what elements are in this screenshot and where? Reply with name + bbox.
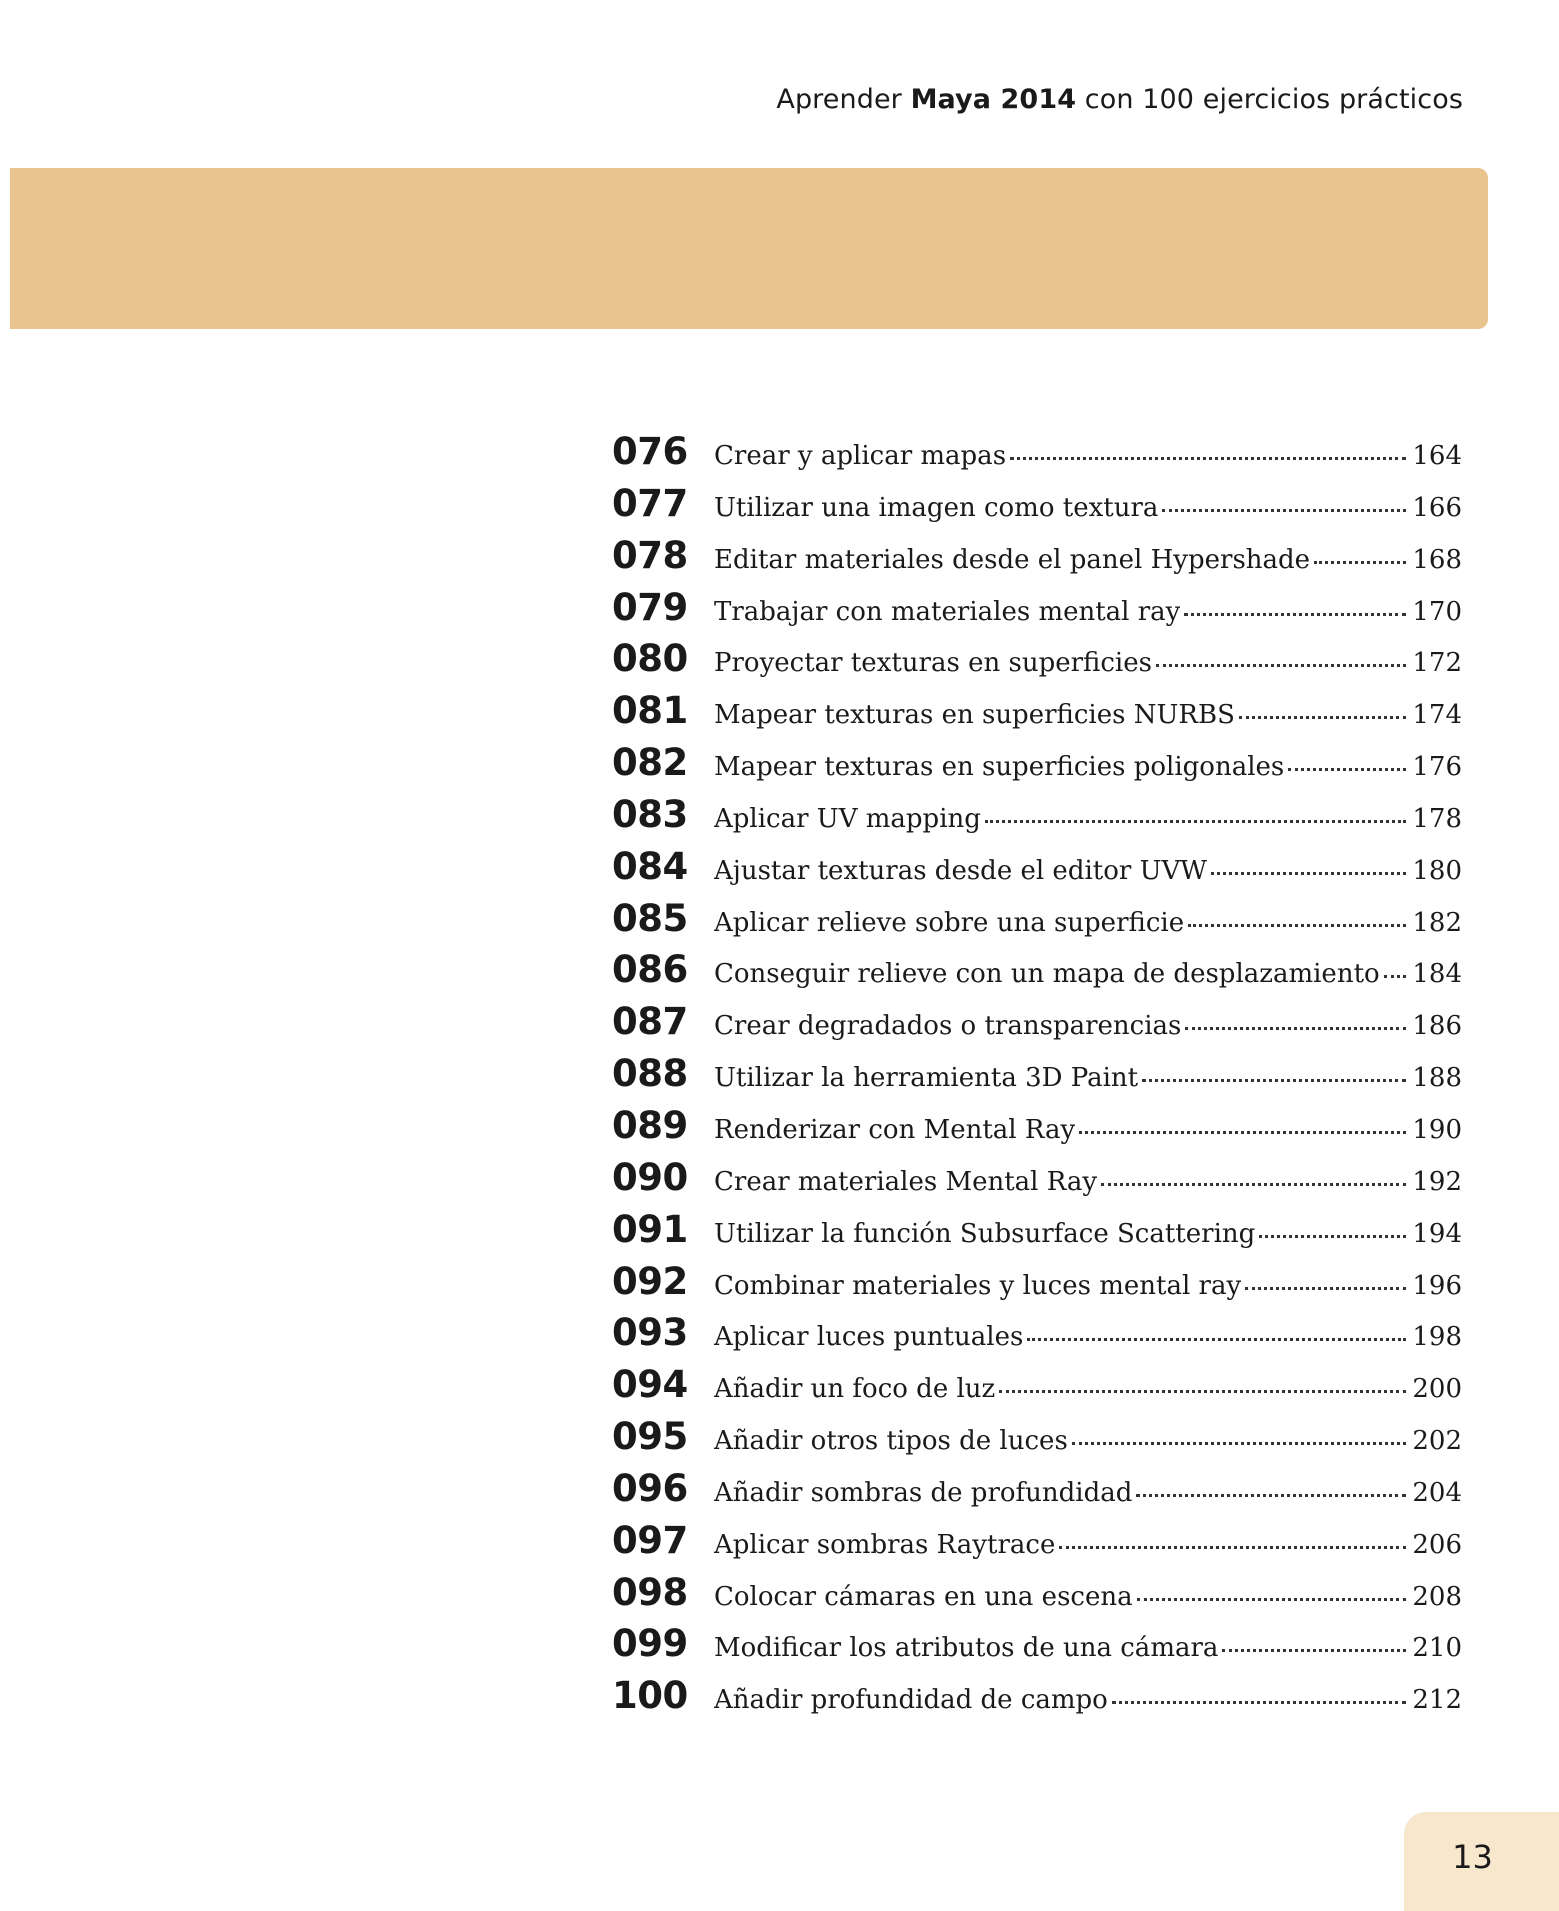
toc-entry-page: 184 — [1412, 959, 1462, 990]
toc-entry-number: 094 — [612, 1363, 688, 1407]
toc-dot-leader — [1059, 1546, 1406, 1549]
toc-dot-leader — [1101, 1183, 1406, 1186]
toc-entry-title: Proyectar texturas en superficies — [714, 648, 1152, 679]
toc-entry-page: 174 — [1412, 700, 1462, 731]
toc-entry — [612, 1260, 1462, 1312]
toc-dot-leader — [1072, 1442, 1407, 1445]
toc-entry-title: Mapear texturas en superficies poligonales — [714, 752, 1285, 783]
toc-entry-page: 204 — [1412, 1477, 1462, 1508]
toc-entry-title: Conseguir relieve con un mapa de desplazamiento — [714, 959, 1380, 990]
toc-dot-leader — [1222, 1649, 1406, 1652]
toc-entry-page: 206 — [1412, 1529, 1462, 1560]
toc-entry — [612, 1052, 1462, 1104]
toc-entry-page: 178 — [1412, 803, 1462, 834]
toc-dot-leader — [1142, 1079, 1406, 1082]
page-number-tab — [1404, 1812, 1559, 1911]
toc-entry — [612, 430, 1462, 482]
toc-entry — [612, 1000, 1462, 1052]
toc-entry-number: 076 — [612, 430, 688, 473]
toc-entry — [612, 793, 1462, 845]
toc-entry — [612, 689, 1462, 741]
toc-entry-page: 194 — [1412, 1218, 1462, 1249]
toc-entry-number: 078 — [612, 533, 688, 577]
toc-dot-leader — [1184, 613, 1406, 616]
toc-dot-leader — [985, 820, 1406, 823]
toc-entry — [612, 1467, 1462, 1519]
toc-entry-number: 100 — [612, 1674, 688, 1718]
toc-entry-title: Ajustar texturas desde el editor UVW — [714, 855, 1207, 886]
toc-entry-title: Editar materiales desde el panel Hypershade — [714, 544, 1311, 575]
toc-entry-title: Aplicar relieve sobre una superficie — [714, 907, 1185, 938]
toc-entry-number: 086 — [612, 948, 688, 992]
toc-entry — [612, 1208, 1462, 1260]
toc-entry — [612, 1415, 1462, 1467]
toc-entry-title: Combinar materiales y luces mental ray — [714, 1270, 1242, 1301]
toc-entry-page: 172 — [1412, 648, 1462, 679]
toc-entry-page: 180 — [1412, 855, 1462, 886]
toc-entry-page: 196 — [1412, 1270, 1462, 1301]
toc-entry-number: 080 — [612, 637, 688, 681]
toc-dot-leader — [1162, 509, 1406, 512]
toc-dot-leader — [1112, 1701, 1407, 1704]
toc-entry — [612, 1519, 1462, 1571]
toc-entry-page: 200 — [1412, 1374, 1462, 1405]
toc-entry — [612, 741, 1462, 793]
toc-entry — [612, 1363, 1462, 1415]
header-book-title: Maya 2014 — [910, 84, 1077, 115]
toc-entry-number: 099 — [612, 1622, 688, 1666]
toc-entry-title: Crear degradados o transparencias — [714, 1011, 1182, 1042]
toc-entry-title: Crear materiales Mental Ray — [714, 1166, 1098, 1197]
toc-entry-page: 176 — [1412, 752, 1462, 783]
toc-entry-number: 087 — [612, 1000, 688, 1044]
toc-entry — [612, 1311, 1462, 1363]
toc-entry — [612, 1571, 1462, 1623]
toc-entry-title: Mapear texturas en superficies NURBS — [714, 700, 1235, 731]
toc-entry-number: 085 — [612, 896, 688, 940]
toc-entry-number: 088 — [612, 1052, 688, 1096]
toc-dot-leader — [1136, 1494, 1406, 1497]
toc-entry — [612, 1674, 1462, 1726]
toc-dot-leader — [1384, 975, 1407, 978]
toc-entry — [612, 1104, 1462, 1156]
toc-entry-number: 092 — [612, 1259, 688, 1303]
toc-entry-number: 079 — [612, 585, 688, 629]
toc-dot-leader — [1137, 1598, 1407, 1601]
toc-entry-number: 093 — [612, 1311, 688, 1355]
toc-entry-title: Renderizar con Mental Ray — [714, 1114, 1076, 1145]
toc-entry — [612, 1622, 1462, 1674]
toc-entry — [612, 534, 1462, 586]
toc-entry-number: 084 — [612, 844, 688, 888]
toc-dot-leader — [1239, 716, 1406, 719]
toc-entry — [612, 897, 1462, 949]
toc-dot-leader — [1010, 457, 1406, 460]
toc-entry-title: Añadir sombras de profundidad — [714, 1477, 1133, 1508]
toc-entry-page: 182 — [1412, 907, 1462, 938]
toc-entry-number: 095 — [612, 1415, 688, 1459]
toc-entry — [612, 1156, 1462, 1208]
toc-entry-title: Utilizar la herramienta 3D Paint — [714, 1063, 1139, 1094]
toc-dot-leader — [1079, 1131, 1406, 1134]
header-suffix: con 100 ejercicios prácticos — [1076, 84, 1463, 115]
toc-entry-page: 212 — [1412, 1685, 1462, 1716]
toc-entry-number: 097 — [612, 1518, 688, 1562]
toc-entry-number: 091 — [612, 1207, 688, 1251]
toc-entry — [612, 586, 1462, 638]
toc-entry-page: 166 — [1412, 492, 1462, 523]
header-prefix: Aprender — [776, 84, 911, 115]
toc-entry-title: Crear y aplicar mapas — [714, 441, 1007, 471]
toc-entry-title: Aplicar luces puntuales — [714, 1322, 1024, 1353]
toc-entry-title: Utilizar la función Subsurface Scattering — [714, 1218, 1256, 1249]
toc-dot-leader — [1288, 768, 1406, 771]
toc-entry-page: 170 — [1412, 596, 1462, 627]
toc-entry — [612, 482, 1462, 534]
toc-dot-leader — [1188, 924, 1406, 927]
toc-entry-page: 188 — [1412, 1063, 1462, 1094]
toc-entry-title: Trabajar con materiales mental ray — [714, 596, 1181, 627]
toc-dot-leader — [999, 1390, 1406, 1393]
toc-entry-number: 082 — [612, 741, 688, 785]
toc-dot-leader — [1211, 872, 1406, 875]
toc-entry-page: 202 — [1412, 1426, 1462, 1457]
toc-entry-title: Añadir otros tipos de luces — [714, 1426, 1068, 1457]
toc-entry-page: 208 — [1412, 1581, 1462, 1612]
toc-entry-title: Añadir un foco de luz — [714, 1374, 996, 1405]
toc-dot-leader — [1314, 561, 1406, 564]
toc-entry-title: Modificar los atributos de una cámara — [714, 1633, 1219, 1664]
toc-entry-number: 096 — [612, 1466, 688, 1510]
toc-entry — [612, 637, 1462, 689]
toc-entry-page: 210 — [1412, 1633, 1462, 1664]
toc-entry-number: 077 — [612, 481, 688, 525]
toc-entry-page: 164 — [1412, 441, 1462, 471]
toc-entry — [612, 948, 1462, 1000]
toc-dot-leader — [1185, 1027, 1406, 1030]
table-of-contents — [612, 430, 1462, 1726]
toc-entry-title: Añadir profundidad de campo — [714, 1685, 1108, 1716]
toc-entry-number: 098 — [612, 1570, 688, 1614]
toc-dot-leader — [1027, 1338, 1406, 1341]
toc-entry — [612, 845, 1462, 897]
toc-entry-number: 089 — [612, 1103, 688, 1147]
toc-entry-page: 192 — [1412, 1166, 1462, 1197]
toc-entry-page: 190 — [1412, 1114, 1462, 1145]
toc-dot-leader — [1259, 1235, 1406, 1238]
toc-entry-title: Aplicar sombras Raytrace — [714, 1529, 1056, 1560]
toc-dot-leader — [1245, 1287, 1406, 1290]
toc-entry-number: 083 — [612, 792, 688, 836]
toc-dot-leader — [1156, 664, 1406, 667]
toc-entry-title: Colocar cámaras en una escena — [714, 1581, 1133, 1612]
toc-entry-title: Utilizar una imagen como textura — [714, 492, 1159, 523]
toc-entry-number: 081 — [612, 689, 688, 733]
toc-entry-page: 186 — [1412, 1011, 1462, 1042]
header-band — [10, 168, 1488, 329]
toc-entry-title: Aplicar UV mapping — [714, 803, 981, 834]
toc-entry-number: 090 — [612, 1155, 688, 1199]
running-header — [776, 84, 1463, 115]
toc-entry-page: 168 — [1412, 544, 1462, 575]
page-number: 13 — [1452, 1838, 1493, 1876]
toc-entry-page: 198 — [1412, 1322, 1462, 1353]
